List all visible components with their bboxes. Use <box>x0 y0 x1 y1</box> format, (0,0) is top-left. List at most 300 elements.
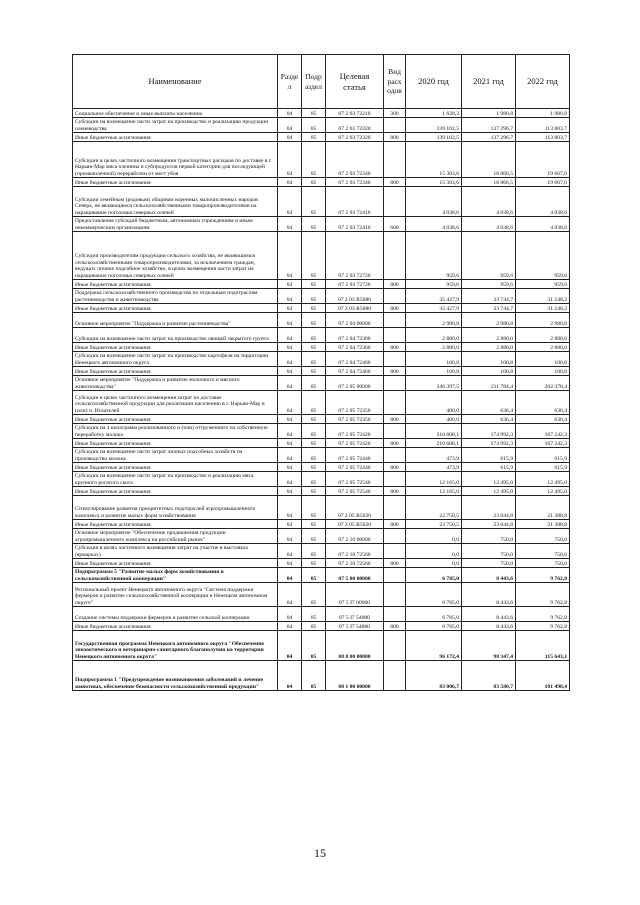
cell-subsection: 05 <box>302 391 326 415</box>
cell-target: 07 2 03 72210 <box>326 109 384 118</box>
cell-subsection: 05 <box>302 439 326 448</box>
cell-2020: 15 303,6 <box>406 142 462 178</box>
cell-name: Иные бюджетные ассигнования <box>73 343 278 352</box>
header-2021: 2021 год <box>462 55 516 109</box>
cell-2022: 2 980,8 <box>516 313 570 328</box>
cell-type <box>384 661 406 691</box>
cell-target: 07 2 03 72320 <box>326 118 384 133</box>
cell-type <box>384 472 406 487</box>
cell-type <box>384 289 406 304</box>
cell-target: 07 2 04 72360 <box>326 328 384 343</box>
cell-2020: 959,6 <box>406 232 462 280</box>
cell-type: 800 <box>384 178 406 187</box>
cell-name: Иные бюджетные ассигнования <box>73 367 278 376</box>
cell-2020: 12 165,0 <box>406 487 462 496</box>
cell-target: 07 2 03 72720 <box>326 232 384 280</box>
cell-type <box>384 391 406 415</box>
cell-section: 04 <box>278 424 302 439</box>
cell-target: 07 5 00 00000 <box>326 568 384 583</box>
table-row <box>73 415 570 424</box>
cell-section: 04 <box>278 313 302 328</box>
cell-2022: 1 980,8 <box>516 109 570 118</box>
table-row <box>73 217 570 232</box>
cell-2020: 2 980,8 <box>406 313 462 328</box>
cell-section: 04 <box>278 328 302 343</box>
cell-subsection: 05 <box>302 631 326 661</box>
cell-2021: 23 044,8 <box>462 520 516 529</box>
table-row <box>73 391 570 415</box>
page-number: 15 <box>314 846 326 860</box>
cell-2022: 750,0 <box>516 559 570 568</box>
cell-section: 04 <box>278 487 302 496</box>
cell-type <box>384 607 406 622</box>
cell-subsection: 05 <box>302 217 326 232</box>
cell-subsection: 05 <box>302 328 326 343</box>
cell-2021: 750,0 <box>462 529 516 544</box>
cell-subsection: 05 <box>302 487 326 496</box>
cell-2022: 9 762,8 <box>516 622 570 631</box>
cell-section: 04 <box>278 376 302 391</box>
cell-type <box>384 424 406 439</box>
cell-2021: 137 296,7 <box>462 118 516 133</box>
cell-name: Основное мероприятие "Поддержка и развитие молочного и мясного животноводства" <box>73 376 278 391</box>
cell-2020: 2 880,0 <box>406 328 462 343</box>
header-2022: 2022 год <box>516 55 570 109</box>
table-row <box>73 343 570 352</box>
cell-section: 04 <box>278 520 302 529</box>
cell-type <box>384 496 406 520</box>
cell-type <box>384 313 406 328</box>
cell-2020: 6 785,0 <box>406 568 462 583</box>
cell-type: 600 <box>384 217 406 232</box>
cell-2020: 210 608,1 <box>406 424 462 439</box>
header-name: Наименование <box>73 55 278 109</box>
cell-target: 07 5 I7 54800 <box>326 607 384 622</box>
cell-2022: 113 803,7 <box>516 133 570 142</box>
cell-2022: 19 667,0 <box>516 178 570 187</box>
cell-type: 800 <box>384 520 406 529</box>
cell-target: 07 2 10 72560 <box>326 544 384 559</box>
cell-name: Субсидии на возмещение части затрат на производство овощей закрытого грунта <box>73 328 278 343</box>
cell-section: 04 <box>278 367 302 376</box>
cell-2022: 750,0 <box>516 544 570 559</box>
cell-2021: 4 038,6 <box>462 187 516 217</box>
cell-subsection: 05 <box>302 367 326 376</box>
cell-2020: 0,0 <box>406 544 462 559</box>
cell-type <box>384 544 406 559</box>
cell-2020: 2 880,0 <box>406 343 462 352</box>
table-row <box>73 448 570 463</box>
cell-2020: 210 608,1 <box>406 439 462 448</box>
cell-2022: 100,8 <box>516 352 570 367</box>
cell-section: 04 <box>278 142 302 178</box>
table-row <box>73 520 570 529</box>
cell-type <box>384 583 406 607</box>
cell-2020: 100,8 <box>406 367 462 376</box>
cell-2021: 33 744,7 <box>462 289 516 304</box>
cell-2020: 83 006,7 <box>406 661 462 691</box>
cell-target: 07 2 05 72350 <box>326 415 384 424</box>
cell-type <box>384 448 406 463</box>
cell-2021: 8 443,6 <box>462 622 516 631</box>
cell-name: Стимулирование развития приоритетных подотраслей агропромышленного комплекса и развитие малых форм хозяйствования <box>73 496 278 520</box>
cell-section: 04 <box>278 289 302 304</box>
cell-2022: 2 880,0 <box>516 328 570 343</box>
cell-target: 07 2 03 72320 <box>326 133 384 142</box>
cell-section: 04 <box>278 391 302 415</box>
cell-target: 07 2 03 72410 <box>326 187 384 217</box>
cell-target: 07 2 03 R5080 <box>326 289 384 304</box>
cell-2020: 12 165,0 <box>406 472 462 487</box>
cell-subsection: 05 <box>302 304 326 313</box>
table-row <box>73 232 570 280</box>
cell-name: Основное мероприятие "Обеспечение продвижения продукции агропромышленного комплекса на российский рынок" <box>73 529 278 544</box>
cell-target: 07 2 05 00000 <box>326 376 384 391</box>
cell-section: 04 <box>278 232 302 280</box>
cell-subsection: 05 <box>302 622 326 631</box>
table-row <box>73 352 570 367</box>
cell-2021: 959,6 <box>462 280 516 289</box>
cell-2021: 8 443,6 <box>462 583 516 607</box>
cell-2022: 959,6 <box>516 280 570 289</box>
cell-2021: 211 784,4 <box>462 376 516 391</box>
cell-2020: 473,9 <box>406 448 462 463</box>
cell-2020: 96 172,4 <box>406 631 462 661</box>
table-row <box>73 631 570 661</box>
cell-2020: 4 038,6 <box>406 217 462 232</box>
cell-subsection: 05 <box>302 661 326 691</box>
cell-section: 04 <box>278 415 302 424</box>
cell-subsection: 05 <box>302 520 326 529</box>
cell-name: Субсидия в целях частичного возмещения затрат на участие в выставках (ярмарках) <box>73 544 278 559</box>
cell-type: 800 <box>384 343 406 352</box>
cell-target: 07 2 05 R5020 <box>326 496 384 520</box>
cell-type <box>384 328 406 343</box>
cell-2022: 101 498,4 <box>516 661 570 691</box>
cell-section: 04 <box>278 133 302 142</box>
cell-type: 800 <box>384 304 406 313</box>
cell-target: 07 2 03 72340 <box>326 178 384 187</box>
cell-name: Субсидии на 1 килограмм реализованного и (или) отгруженного на собственную переработку молока <box>73 424 278 439</box>
cell-2022: 636,4 <box>516 391 570 415</box>
cell-section: 04 <box>278 568 302 583</box>
cell-2021: 174 992,3 <box>462 424 516 439</box>
cell-section: 04 <box>278 109 302 118</box>
cell-name: Субсидии семейным (родовым) общинам коренных малочисленных народов Севера, не являющимся сельскохозяйственными товаропроизводителями на наращивание поголовья северных оленей <box>73 187 278 217</box>
cell-name: Основное мероприятие "Поддержка и развитие растениеводства" <box>73 313 278 328</box>
table-row <box>73 472 570 487</box>
table-row <box>73 496 570 520</box>
cell-name: Социальное обеспечение и иные выплаты населению <box>73 109 278 118</box>
budget-table <box>72 54 570 691</box>
cell-section: 04 <box>278 544 302 559</box>
cell-2021: 750,0 <box>462 544 516 559</box>
cell-type: 800 <box>384 415 406 424</box>
cell-target: 07 2 03 72410 <box>326 217 384 232</box>
table-row <box>73 661 570 691</box>
cell-name: Иные бюджетные ассигнования <box>73 133 278 142</box>
cell-subsection: 05 <box>302 178 326 187</box>
cell-2020: 4 038,6 <box>406 187 462 217</box>
cell-subsection: 05 <box>302 280 326 289</box>
cell-2021: 636,4 <box>462 415 516 424</box>
table-row <box>73 544 570 559</box>
cell-target: 07 2 10 00000 <box>326 529 384 544</box>
table-row <box>73 328 570 343</box>
cell-section: 04 <box>278 463 302 472</box>
cell-subsection: 05 <box>302 343 326 352</box>
cell-2022: 9 762,8 <box>516 568 570 583</box>
cell-section: 04 <box>278 631 302 661</box>
cell-2020: 959,6 <box>406 280 462 289</box>
cell-type: 800 <box>384 463 406 472</box>
cell-2022: 31 248,2 <box>516 304 570 313</box>
cell-subsection: 05 <box>302 568 326 583</box>
header-target: Целевая статья <box>326 55 384 109</box>
table-row <box>73 289 570 304</box>
cell-2022: 2 880,0 <box>516 343 570 352</box>
cell-target: 07 2 05 72350 <box>326 391 384 415</box>
cell-subsection: 05 <box>302 289 326 304</box>
cell-section: 04 <box>278 661 302 691</box>
table-row <box>73 622 570 631</box>
cell-2022: 202 378,4 <box>516 376 570 391</box>
cell-2021: 2 880,0 <box>462 343 516 352</box>
cell-name: Субсидии в целях частичного возмещения затрат по доставке сельскохозяйственной продукции для реализации населению в г. Нарьян-Мар и (или) п. Искателей <box>73 391 278 415</box>
table-row <box>73 529 570 544</box>
cell-2022: 615,9 <box>516 448 570 463</box>
table-row <box>73 178 570 187</box>
table-row <box>73 304 570 313</box>
table-row <box>73 133 570 142</box>
cell-section: 04 <box>278 304 302 313</box>
cell-2022: 4 038,6 <box>516 217 570 232</box>
cell-type <box>384 118 406 133</box>
cell-type: 800 <box>384 487 406 496</box>
cell-target: 07 2 05 72420 <box>326 424 384 439</box>
cell-target: 07 2 05 72540 <box>326 472 384 487</box>
cell-name: Субсидии на возмещение части затрат на производство картофеля на территории Ненецкого автономного округа <box>73 352 278 367</box>
cell-target: 07 2 10 72560 <box>326 559 384 568</box>
cell-section: 04 <box>278 217 302 232</box>
table-row <box>73 367 570 376</box>
cell-name: Субсидии на возмещение части затрат на производство и реализацию продукции оленеводства <box>73 118 278 133</box>
cell-2022: 959,6 <box>516 232 570 280</box>
cell-name: Поддержка сельскохозяйственного производства по отдельным подотраслям растениеводства и животноводства <box>73 289 278 304</box>
cell-2021: 100,8 <box>462 352 516 367</box>
cell-2022: 167 242,3 <box>516 439 570 448</box>
cell-2022: 4 038,6 <box>516 187 570 217</box>
cell-name: Иные бюджетные ассигнования <box>73 178 278 187</box>
cell-2022: 100,8 <box>516 367 570 376</box>
cell-subsection: 05 <box>302 187 326 217</box>
cell-subsection: 05 <box>302 109 326 118</box>
cell-type <box>384 529 406 544</box>
cell-section: 04 <box>278 118 302 133</box>
cell-2021: 12 495,0 <box>462 472 516 487</box>
cell-type: 800 <box>384 133 406 142</box>
cell-2022: 31 248,2 <box>516 289 570 304</box>
table-row <box>73 439 570 448</box>
cell-2022: 167 242,3 <box>516 424 570 439</box>
table-row <box>73 559 570 568</box>
table-row <box>73 487 570 496</box>
cell-2021: 12 495,0 <box>462 487 516 496</box>
cell-2022: 12 495,0 <box>516 472 570 487</box>
cell-name: Иные бюджетные ассигнования <box>73 622 278 631</box>
cell-subsection: 05 <box>302 424 326 439</box>
cell-2022: 615,9 <box>516 463 570 472</box>
cell-type <box>384 352 406 367</box>
cell-2021: 8 443,6 <box>462 607 516 622</box>
table-row <box>73 118 570 133</box>
cell-2020: 473,9 <box>406 463 462 472</box>
cell-2021: 2 880,0 <box>462 328 516 343</box>
cell-subsection: 05 <box>302 232 326 280</box>
cell-2020: 22 750,5 <box>406 496 462 520</box>
cell-type <box>384 142 406 178</box>
cell-section: 04 <box>278 343 302 352</box>
cell-2022: 9 762,8 <box>516 607 570 622</box>
cell-2021: 1 980,8 <box>462 109 516 118</box>
table-row <box>73 583 570 607</box>
cell-2020: 35 427,9 <box>406 289 462 304</box>
cell-2022: 113 803,7 <box>516 118 570 133</box>
cell-2021: 4 038,6 <box>462 217 516 232</box>
cell-target: 07 2 04 00000 <box>326 313 384 328</box>
cell-2020: 400,0 <box>406 391 462 415</box>
cell-target: 07 2 05 R5020 <box>326 520 384 529</box>
cell-target: 08 1 00 00000 <box>326 661 384 691</box>
cell-2020: 139 102,5 <box>406 133 462 142</box>
cell-section: 04 <box>278 448 302 463</box>
cell-name: Иные бюджетные ассигнования <box>73 559 278 568</box>
cell-2020: 1 628,3 <box>406 109 462 118</box>
cell-subsection: 05 <box>302 118 326 133</box>
cell-2021: 18 866,5 <box>462 178 516 187</box>
cell-name: Субсидии производителям продукции сельского хозяйства, не являющимся сельскохозяйственными товаропроизводителями, за исключением граждан, ведущих личное подсобное хозяйство, в целях возмещения части затрат на наращивание поголовья северных оленей <box>73 232 278 280</box>
cell-type <box>384 232 406 280</box>
cell-2020: 0,0 <box>406 529 462 544</box>
cell-2020: 246 397,5 <box>406 376 462 391</box>
cell-section: 04 <box>278 178 302 187</box>
cell-name: Иные бюджетные ассигнования <box>73 304 278 313</box>
cell-subsection: 05 <box>302 376 326 391</box>
cell-name: Подпрограмма 5 "Развитие малых форм хозяйствования в сельскохозяйственной кооперации" <box>73 568 278 583</box>
cell-section: 04 <box>278 622 302 631</box>
cell-type: 300 <box>384 109 406 118</box>
cell-name: Иные бюджетные ассигнования <box>73 280 278 289</box>
cell-2020: 400,0 <box>406 415 462 424</box>
cell-section: 04 <box>278 529 302 544</box>
cell-target: 07 2 04 72460 <box>326 352 384 367</box>
cell-section: 04 <box>278 187 302 217</box>
cell-name: Субсидии в целях частичного возмещения транспортных расходов по доставке в г. Нарьян-Мар мяса оленины и субпродуктов первой категории для последующей (промышленной) переработки от мест убоя <box>73 142 278 178</box>
cell-2022: 115 643,1 <box>516 631 570 661</box>
header-type: Вид расх одов <box>384 55 406 109</box>
cell-type <box>384 187 406 217</box>
cell-2021: 636,4 <box>462 391 516 415</box>
cell-2020: 6 785,0 <box>406 583 462 607</box>
table-row <box>73 313 570 328</box>
cell-name: Подпрограмма 1 "Предупреждение возникновения заболеваний и лечение животных, обеспечение безопасности сельскохозяйственной продукции" <box>73 661 278 691</box>
cell-2022: 750,0 <box>516 529 570 544</box>
cell-section: 04 <box>278 583 302 607</box>
cell-2022: 19 667,0 <box>516 142 570 178</box>
cell-target: 07 2 03 72720 <box>326 280 384 289</box>
cell-subsection: 05 <box>302 559 326 568</box>
cell-subsection: 05 <box>302 544 326 559</box>
cell-2020: 6 785,0 <box>406 622 462 631</box>
cell-subsection: 05 <box>302 133 326 142</box>
cell-subsection: 05 <box>302 415 326 424</box>
table-row <box>73 607 570 622</box>
cell-2022: 21 388,8 <box>516 496 570 520</box>
header-subsection: Подр аздел <box>302 55 326 109</box>
table-row <box>73 109 570 118</box>
cell-section: 04 <box>278 607 302 622</box>
cell-2021: 100,8 <box>462 367 516 376</box>
cell-name: Иные бюджетные ассигнования <box>73 520 278 529</box>
cell-2022: 12 495,0 <box>516 487 570 496</box>
cell-target: 07 5 I7 00000 <box>326 583 384 607</box>
cell-subsection: 05 <box>302 352 326 367</box>
cell-subsection: 05 <box>302 583 326 607</box>
cell-target: 07 2 05 72440 <box>326 448 384 463</box>
cell-target: 07 2 03 72340 <box>326 142 384 178</box>
cell-2021: 33 744,7 <box>462 304 516 313</box>
cell-section: 04 <box>278 496 302 520</box>
cell-subsection: 05 <box>302 496 326 520</box>
cell-2022: 21 388,8 <box>516 520 570 529</box>
cell-target: 07 2 05 72420 <box>326 439 384 448</box>
cell-2021: 98 347,4 <box>462 631 516 661</box>
cell-section: 04 <box>278 472 302 487</box>
cell-2020: 100,8 <box>406 352 462 367</box>
cell-type: 800 <box>384 367 406 376</box>
cell-target: 07 2 04 72360 <box>326 343 384 352</box>
cell-2021: 174 992,3 <box>462 439 516 448</box>
table-row <box>73 187 570 217</box>
table-row <box>73 376 570 391</box>
cell-target: 07 2 03 R5080 <box>326 304 384 313</box>
cell-2021: 23 044,8 <box>462 496 516 520</box>
cell-2020: 0,0 <box>406 559 462 568</box>
cell-target: 07 2 04 72460 <box>326 367 384 376</box>
cell-target: 07 2 05 72540 <box>326 487 384 496</box>
cell-subsection: 05 <box>302 607 326 622</box>
cell-type: 800 <box>384 280 406 289</box>
cell-type: 800 <box>384 559 406 568</box>
cell-2020: 35 427,9 <box>406 304 462 313</box>
header-section: Разде л <box>278 55 302 109</box>
cell-name: Создание системы поддержки фермеров и развитие сельской кооперации <box>73 607 278 622</box>
cell-2021: 2 980,8 <box>462 313 516 328</box>
cell-2021: 83 580,7 <box>462 661 516 691</box>
cell-type <box>384 376 406 391</box>
cell-name: Предоставление субсидий бюджетным, автономным учреждениям и иным некоммерческим организациям <box>73 217 278 232</box>
cell-name: Иные бюджетные ассигнования <box>73 439 278 448</box>
cell-2020: 22 750,5 <box>406 520 462 529</box>
cell-name: Государственная программа Ненецкого автономного округа "Обеспечение эпизоотического и ветеринарно-санитарного благополучия на территории Ненецкого автономного округа" <box>73 631 278 661</box>
cell-2021: 18 866,5 <box>462 142 516 178</box>
cell-target: 08 0 00 00000 <box>326 631 384 661</box>
header-2020: 2020 год <box>406 55 462 109</box>
cell-2020: 6 785,0 <box>406 607 462 622</box>
table-row <box>73 568 570 583</box>
cell-target: 07 5 I7 54800 <box>326 622 384 631</box>
cell-name: Субсидии на возмещение части затрат личных подсобных хозяйств на производство молока <box>73 448 278 463</box>
